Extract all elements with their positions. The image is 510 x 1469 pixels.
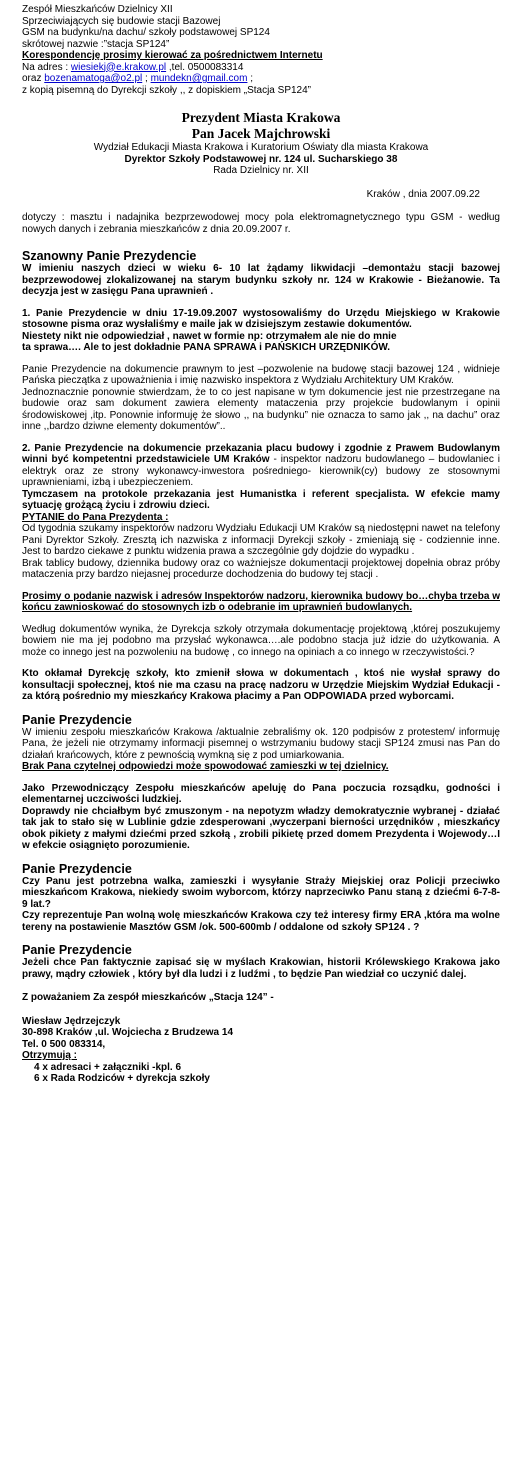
paragraph-documentation: Brak tablicy budowy, dziennika budowy oraz co ważniejsze dokumentacji projektowej dopełnia obraz próby mataczenia przy bardzo niejasnej procedurze dochodzenia do budowy tej stacji .	[22, 557, 500, 580]
question-heading: PYTANIE do Pana Prezydenta :	[22, 511, 169, 523]
paragraph-appeal: Jako Przewodniczący Zespołu mieszkańców apeluję do Pana poczucia rozsądku, godności i elementarnej uczciwości ludzkiej.	[22, 782, 500, 805]
paragraph-lublin: Doprawdy nie chciałbym być zmuszonym - na nepotyzm władzy demokratycznie wybranej - działać tak jak to stało się w Lublinie gdzie zdesperowani ,wyczerpani bierności urzędników , mieszkańcy obok pikiety z małymi dziećmi przed szkołą , zrobili pikietę przed domem Prezydenta i Wojewody…I w efekcie osiągnięto porozumienie.	[22, 805, 500, 851]
request-paragraph: Prosimy o podanie nazwisk i adresów Inspektorów nadzoru, kierownika budowy bo…chyba trzeba w końcu zawnioskować do stosownych izb o odebranie im uprawnień budowlanych.	[22, 590, 500, 613]
oraz-suffix: ;	[247, 73, 253, 84]
point-2-bold: 2. Panie Prezydencie na dokumencie przekazania placu budowy i zgodnie z Prawem Budowlanym winni być kompetentni przedstawiciele UM Kraków	[22, 442, 500, 465]
date-line: Kraków , dnia 2007.09.22	[366, 188, 480, 200]
paragraph-history: Jeżeli chce Pan faktycznie zapisać się w myślach Krakowian, historii Królewskiego Krakowa jako prawy, mądry człowiek , który był dla ludzi i z ludźmi , to będzie Pan wiedział co uczynić dalej.	[22, 957, 500, 980]
paragraph-project-docs: Według dokumentów wynika, że Dyrekcja szkoły otrzymała dokumentację projektową ,której poszukujemy bowiem nie ma jej podobno ma przysłać wykonawca….ale podobno stacja już idzie do użytkowania. A może co innego jest na pozwoleniu na budowę , co innego na opiniach a co innego w rzeczywistości.?	[22, 623, 500, 658]
paragraph-statement: Jednoznacznie ponownie stwierdzam, że to co jest napisane w tym dokumencie jest nie przestrzegane na budowie oraz sam dokument zawiera elementy mataczenia przy projekcie budowlanym i opinii środowiskowej ,itp. Ponownie informuję że słowo ,, na budynku” nie oznacza to samo jak ,, na dachu” oraz inne ,,bardzo dziwne elementy dokumentów”..	[22, 386, 500, 432]
oraz-line	[22, 73, 500, 85]
signer-name: Wiesław Jędrzejczyk	[22, 1015, 121, 1027]
point-2-normal: - inspektor nadzoru budowlanego – budowlaniec i elektryk oraz ze strony wykonawcy-inwestora pośredniego- kierownik(cy) budowy ze stosownymi uprawnieniami, izbą i ubezpieczeniem.	[22, 454, 500, 488]
sender-line-4: skrótowej nazwie :”stacja SP124”	[22, 38, 170, 50]
section-heading-2: Panie Prezydencie	[22, 712, 132, 727]
addressee-block	[22, 110, 500, 177]
signature-block	[22, 1016, 500, 1085]
email-separator: ;	[142, 73, 151, 84]
address-suffix: ,tel. 0500083314	[166, 61, 244, 73]
address-line	[22, 62, 500, 74]
recipients-heading: Otrzymują :	[22, 1050, 78, 1061]
paragraph-question-1: Czy Panu jest potrzebna walka, zamieszki i wysyłanie Straży Miejskiej oraz Policji przeciwko mieszkańcom Krakowa, niekiedy swoim wyborcom, którzy naprzeciwko Panu staną z dziećmi 6-7-8-9 lat.?	[22, 875, 500, 910]
point-1-paragraph: 1. Panie Prezydencie w dniu 17-19.09.2007 wystosowaliśmy do Urzędu Miejskiego w Krakowie stosowne pisma oraz wysłaliśmy e mailе jak w dzisiejszym zestawie dokumentów.	[22, 307, 500, 330]
point-2-conclusion: Tymczasem na protokole przekazania jest Humanistka i referent specjalista. W efekcie mamy sytuację grożącą życiu i zdrowiu dzieci.	[22, 488, 500, 511]
email-link-3[interactable]: mundekn@gmail.com	[150, 73, 248, 84]
paragraph-accusation: Kto okłamał Dyrekcję szkoły, kto zmienił słowa w dokumentach , ktoś nie wysłał sprawy do konsultacji społecznej, ktoś nie ma czasu na pracę nadzoru w Urzędzie Miejskim Wydział Edukacji - za którą pośrednio my mieszkańcy Krakowa płacimy a Pan ODPOWIADA przed wyborcami.	[22, 668, 500, 702]
point-2-paragraph	[22, 443, 500, 489]
addressee-title-1: Prezydent Miasta Krakowa	[181, 110, 341, 125]
section-heading-3: Panie Prezydencie	[22, 861, 132, 876]
addressee-line-2: Dyrektor Szkoły Podstawowej nr. 124 ul. Sucharskiego 38	[124, 153, 398, 165]
paragraph-inspectors: Od tygodnia szukamy inspektorów nadzoru Wydziału Edukacji UM Kraków są niedostępni nawet na telefony Pani Dyrektor Szkoły. Zresztą ich nazwiska z informacji Dyrekcji szkoły - zmieniają się - codziennie inne. Jest to bardzo ciekawe z punktu widzenia prawa a szczególnie gdy dojdzie do wypadku .	[22, 523, 500, 557]
paragraph-stamp: Panie Prezydencie na dokumencie prawnym to jest –pozwolenie na budowę stacji bazowej 124 , widnieje Pańska pieczątka z upoważnieniа i imię nazwisko inspektora z Wydziału Architektury UM Kraków.	[22, 363, 500, 386]
section-heading-4: Panie Prezydencie	[22, 943, 132, 957]
paragraph-petition: W imieniu zespołu mieszkańców Krakowa /aktualnie zebraliśmy ok. 120 podpisów z protestem/ informuję Pana, że jeżeli nie otrzymamy informacji pisemnej o wstrzymaniu budowy stacji SP124 zmusi nas Pan do działań krańcowych, które z pewnością wymkną się z pod umiarkowania.	[22, 726, 500, 761]
subject-line: dotyczy : masztu i nadajnika bezprzewodowej mocy pola elektromagnetycznego typu GSM - według nowych danych i zebrania mieszkańców z dnia 20.09.2007 r.	[22, 212, 500, 235]
warning-line: Brak Pana czytelnej odpowiedzi może spowodować zamieszki w tej dzielnicy.	[22, 761, 389, 772]
signer-address: 30-898 Kraków ,ul. Wojciecha z Brudzewa 14	[22, 1027, 234, 1038]
address-prefix: Na adres :	[22, 61, 71, 73]
intro-paragraph: W imieniu naszych dzieci w wieku 6- 10 lat żądamy likwidacji –demontażu stacji bazowej bezprzewodowej zlokalizowanej na starym budynku szkoły nr. 124 w Krakowie - Bieżanowie. Ta decyzja jest w zasięgu Pana uprawnień .	[22, 263, 500, 297]
sender-block	[22, 4, 500, 96]
addressee-line-3: Rada Dzielnicy nr. XII	[213, 165, 309, 176]
sender-line-2: Sprzeciwiających się budowie stacji Bazowej	[22, 15, 221, 27]
signer-phone: Tel. 0 500 083314,	[22, 1038, 106, 1050]
email-link-2[interactable]: bozenamatoga@o2.pl	[44, 73, 143, 84]
point-1-line-3: ta sprawa…. Ale to jest dokładnie PANA SPRAWA i PAŃSKICH URZĘDNIKÓW.	[22, 342, 391, 353]
email-link-1[interactable]: wiesiekj@e.krakow.pl	[70, 61, 167, 73]
oraz-prefix: oraz	[22, 73, 45, 84]
point-1-line-2: Niestety nikt nie odpowiedział , nawet w formie np: otrzymałem ale nie do mnie	[22, 330, 397, 342]
addressee-title-2: Pan Jacek Majchrowski	[191, 126, 331, 141]
recipient-item-1: 4 x adresaci + załączniki -kpl. 6	[34, 1061, 182, 1073]
closing-line: Z poważaniem Za zespół mieszkańców „Stacja 124” -	[22, 992, 274, 1003]
recipient-item-2: 6 x Rada Rodziców + dyrekcja szkoły	[34, 1073, 210, 1084]
greeting: Szanowny Panie Prezydencie	[22, 249, 197, 263]
paragraph-question-2: Czy reprezentuje Pan wolną wolę mieszkańców Krakowa czy też interesy firmy ERA ,która ma wolne tereny na postawienie Masztów GSM /ok. 500-600mb / oddalone od szkoły SP124 . ?	[22, 910, 500, 933]
sender-line-3: GSM na budynku/na dachu/ szkoły podstawowej SP124	[22, 27, 270, 38]
correspondence-note: Korespondencję prosimy kierować za pośrednictwem Internetu	[22, 50, 323, 61]
sender-line-1: Zespół Mieszkańców Dzielnicy XII	[22, 4, 173, 15]
copy-note: z kopią pisemną do Dyrekcji szkoły ,, z dopiskiem „Stacja SP124”	[22, 84, 312, 96]
addressee-line-1: Wydział Edukacji Miasta Krakowa i Kuratorium Oświaty dla miasta Krakowa	[93, 142, 429, 153]
